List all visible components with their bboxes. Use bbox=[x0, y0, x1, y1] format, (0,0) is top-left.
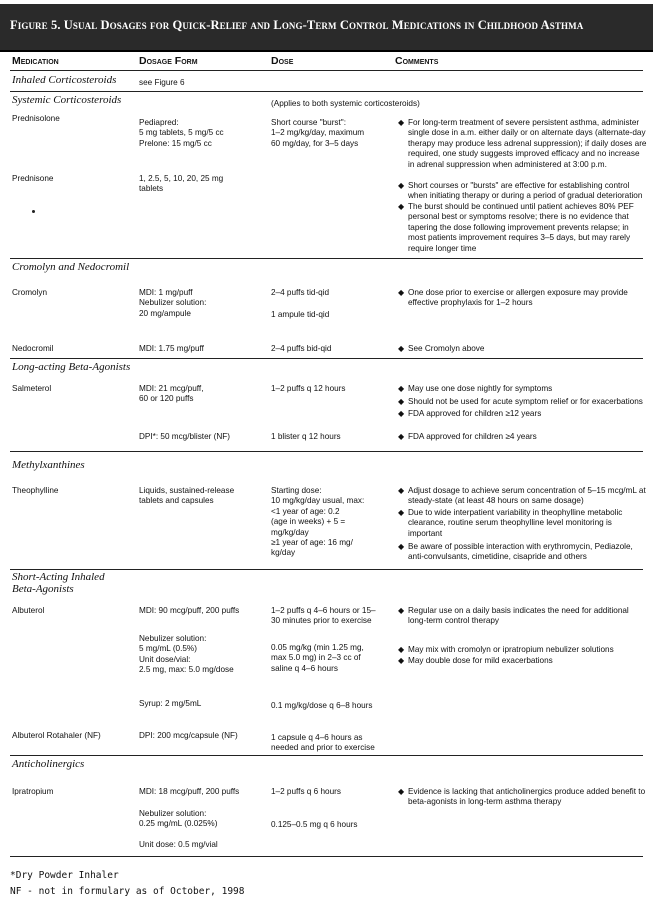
ipratropium-form-neb: Nebulizer solution: 0.25 mg/mL (0.025%) bbox=[139, 809, 218, 829]
albuterol-form-syrup: Syrup: 2 mg/5mL bbox=[139, 699, 202, 708]
comment-albuterol-2: ◆ May mix with cromolyn or ipratropium nebulizer solutions bbox=[398, 645, 614, 654]
comment-theophylline-3: ◆ Be aware of possible interaction with erythromycin, Pediazole, anti-convulsants, cimetidine, cisapride and others bbox=[398, 542, 633, 562]
bullet-icon: ◆ bbox=[398, 486, 405, 495]
bullet-icon: ◆ bbox=[398, 118, 405, 127]
footnote-nf: NF - not in formulary as of October, 1998 bbox=[10, 886, 245, 897]
albuterol-dose-mdi: 1–2 puffs q 4–6 hours or 15– 30 minutes prior to exercise bbox=[271, 606, 376, 626]
theophylline-dose: Starting dose: 10 mg/kg/day usual, max: <1 year of age: 0.2 (age in weeks) + 5 = mg/kg/day ≥1 year of age: 16 mg/ kg/day bbox=[271, 486, 365, 558]
rotahaler-name: Albuterol Rotahaler (NF) bbox=[12, 731, 101, 740]
nedocromil-dose: 2–4 puffs bid-qid bbox=[271, 344, 332, 353]
stray-dot bbox=[32, 210, 35, 213]
bullet-icon: ◆ bbox=[398, 645, 405, 654]
comment-salmeterol-dpi: ◆ FDA approved for children ≥4 years bbox=[398, 432, 537, 441]
albuterol-form-neb: Nebulizer solution: 5 mg/mL (0.5%) Unit dose/vial: 2.5 mg, max: 5.0 mg/dose bbox=[139, 634, 234, 675]
ipratropium-dose-neb: 0.125–0.5 mg q 6 hours bbox=[271, 820, 358, 829]
title-banner bbox=[0, 4, 653, 52]
comment-nedocromil: ◆ See Cromolyn above bbox=[398, 344, 485, 353]
prednisolone-form: Pediapred: 5 mg tablets, 5 mg/5 cc Prelone: 15 mg/5 cc bbox=[139, 118, 224, 148]
section-methylxanthines: Methylxanthines bbox=[12, 459, 85, 471]
bullet-icon: ◆ bbox=[398, 202, 405, 211]
bullet-icon: ◆ bbox=[398, 409, 405, 418]
comment-salmeterol-3: ◆ FDA approved for children ≥12 years bbox=[398, 409, 542, 418]
section-long-acting-beta-agonists: Long-acting Beta-Agonists bbox=[12, 361, 131, 373]
cromolyn-dose-neb: 1 ampule tid-qid bbox=[271, 310, 330, 319]
nedocromil-form: MDI: 1.75 mg/puff bbox=[139, 344, 204, 353]
prednisolone-dose: Short course "burst": 1–2 mg/kg/day, maximum 60 mg/day, for 3–5 days bbox=[271, 118, 365, 148]
comment-theophylline-1: ◆ Adjust dosage to achieve serum concentration of 5–15 mcg/mL at steady-state (at least 48 hours on same dosage) bbox=[398, 486, 646, 506]
section-systemic-corticosteroids: Systemic Corticosteroids bbox=[12, 94, 122, 106]
albuterol-form-mdi: MDI: 90 mcg/puff, 200 puffs bbox=[139, 606, 240, 615]
figure-title: Figure 5. Usual Dosages for Quick-Relief and Long-Term Control Medications in Childhood Asthma bbox=[10, 18, 584, 32]
comment-salmeterol-1: ◆ May use one dose nightly for symptoms bbox=[398, 384, 553, 393]
rotahaler-form: DPI: 200 mcg/capsule (NF) bbox=[139, 731, 238, 740]
ipratropium-form-unit: Unit dose: 0.5 mg/vial bbox=[139, 840, 218, 849]
salmeterol-form-mdi: MDI: 21 mcg/puff, 60 or 120 puffs bbox=[139, 384, 204, 404]
bullet-icon: ◆ bbox=[398, 288, 405, 297]
comment-steroid-3: ◆ The burst should be continued until patient achieves 80% PEF personal best or symptoms resolve; there is no evidence that tapering the dose following improvement prevents relapse; in most patients improvement requires 3–5 days, but may rarely require longer time bbox=[398, 202, 634, 253]
row-rule bbox=[10, 755, 643, 756]
footnote-dpi: *Dry Powder Inhaler bbox=[10, 870, 119, 881]
ipratropium-name: Ipratropium bbox=[12, 787, 54, 796]
bullet-icon: ◆ bbox=[398, 432, 405, 441]
albuterol-dose-syrup: 0.1 mg/kg/dose q 6–8 hours bbox=[271, 701, 373, 710]
cromolyn-name: Cromolyn bbox=[12, 288, 48, 297]
bullet-icon: ◆ bbox=[398, 181, 405, 190]
bullet-icon: ◆ bbox=[398, 508, 405, 517]
row-rule bbox=[10, 451, 643, 452]
comment-albuterol-1: ◆ Regular use on a daily basis indicates the need for additional long-term control therapy bbox=[398, 606, 629, 626]
section-short-acting-beta-agonists: Short-Acting Inhaled Beta-Agonists bbox=[12, 571, 105, 595]
section-cromolyn-nedocromil: Cromolyn and Nedocromil bbox=[12, 261, 130, 273]
nedocromil-name: Nedocromil bbox=[12, 344, 54, 353]
header-comments: Comments bbox=[395, 55, 439, 67]
salmeterol-dose-dpi: 1 blister q 12 hours bbox=[271, 432, 341, 441]
bullet-icon: ◆ bbox=[398, 656, 405, 665]
prednisone-name: Prednisone bbox=[12, 174, 54, 183]
comment-cromolyn: ◆ One dose prior to exercise or allergen exposure may provide effective prophylaxis for 1–2 hours bbox=[398, 288, 628, 308]
comment-steroid-1: ◆ For long-term treatment of severe persistent asthma, administer single dose in a.m. either daily or on alternate days (alternate-day therapy may produce less adrenal suppression); if daily doses are required, one study suggests improved efficacy and no increase in adrenal suppression when administered at 3:00 p.m. bbox=[398, 118, 647, 169]
row-rule bbox=[10, 569, 643, 570]
comment-theophylline-2: ◆ Due to wide interpatient variability in theophylline metabolic clearance, routine serum theophylline level monitoring is important bbox=[398, 508, 623, 538]
prednisolone-name: Prednisolone bbox=[12, 114, 60, 123]
theophylline-form: Liquids, sustained-release tablets and capsules bbox=[139, 486, 235, 506]
inhaled-form: see Figure 6 bbox=[139, 78, 185, 87]
prednisone-form: 1, 2.5, 5, 10, 20, 25 mg tablets bbox=[139, 174, 224, 194]
row-rule bbox=[10, 91, 643, 92]
salmeterol-dose-mdi: 1–2 puffs q 12 hours bbox=[271, 384, 346, 393]
bullet-icon: ◆ bbox=[398, 384, 405, 393]
header-rule bbox=[10, 70, 643, 71]
bullet-icon: ◆ bbox=[398, 344, 405, 353]
comment-albuterol-3: ◆ May double dose for mild exacerbations bbox=[398, 656, 553, 665]
section-inhaled-corticosteroids: Inhaled Corticosteroids bbox=[12, 74, 117, 86]
ipratropium-dose-mdi: 1–2 puffs q 6 hours bbox=[271, 787, 341, 796]
ipratropium-form-mdi: MDI: 18 mcg/puff, 200 puffs bbox=[139, 787, 240, 796]
theophylline-name: Theophylline bbox=[12, 486, 59, 495]
rotahaler-dose: 1 capsule q 4–6 hours as needed and prior to exercise bbox=[271, 733, 375, 753]
comment-ipratropium: ◆ Evidence is lacking that anticholinergics produce added benefit to beta-agonists in long-term asthma therapy bbox=[398, 787, 646, 807]
bullet-icon: ◆ bbox=[398, 606, 405, 615]
cromolyn-dose-mdi: 2–4 puffs tid-qid bbox=[271, 288, 330, 297]
bullet-icon: ◆ bbox=[398, 787, 405, 796]
header-medication: Medication bbox=[12, 55, 59, 67]
header-dosage-form: Dosage Form bbox=[139, 55, 198, 67]
salmeterol-form-dpi: DPI*: 50 mcg/blister (NF) bbox=[139, 432, 230, 441]
table-bottom-rule bbox=[10, 856, 643, 857]
header-dose: Dose bbox=[271, 55, 294, 67]
row-rule bbox=[10, 358, 643, 359]
albuterol-name: Albuterol bbox=[12, 606, 45, 615]
salmeterol-name: Salmeterol bbox=[12, 384, 52, 393]
section-anticholinergics: Anticholinergics bbox=[12, 758, 85, 770]
row-rule bbox=[10, 258, 643, 259]
bullet-icon: ◆ bbox=[398, 542, 405, 551]
cromolyn-form: MDI: 1 mg/puff Nebulizer solution: 20 mg/ampule bbox=[139, 288, 207, 318]
bullet-icon: ◆ bbox=[398, 397, 405, 406]
comment-steroid-2: ◆ Short courses or "bursts" are effective for establishing control when initiating therapy or during a period of gradual deterioration bbox=[398, 181, 643, 201]
albuterol-dose-neb: 0.05 mg/kg (min 1.25 mg, max 5.0 mg) in 2–3 cc of saline q 4–6 hours bbox=[271, 643, 364, 673]
systemic-dose-note: (Applies to both systemic corticosteroids) bbox=[271, 99, 420, 108]
comment-salmeterol-2: ◆ Should not be used for acute symptom relief or for exacerbations bbox=[398, 397, 643, 406]
